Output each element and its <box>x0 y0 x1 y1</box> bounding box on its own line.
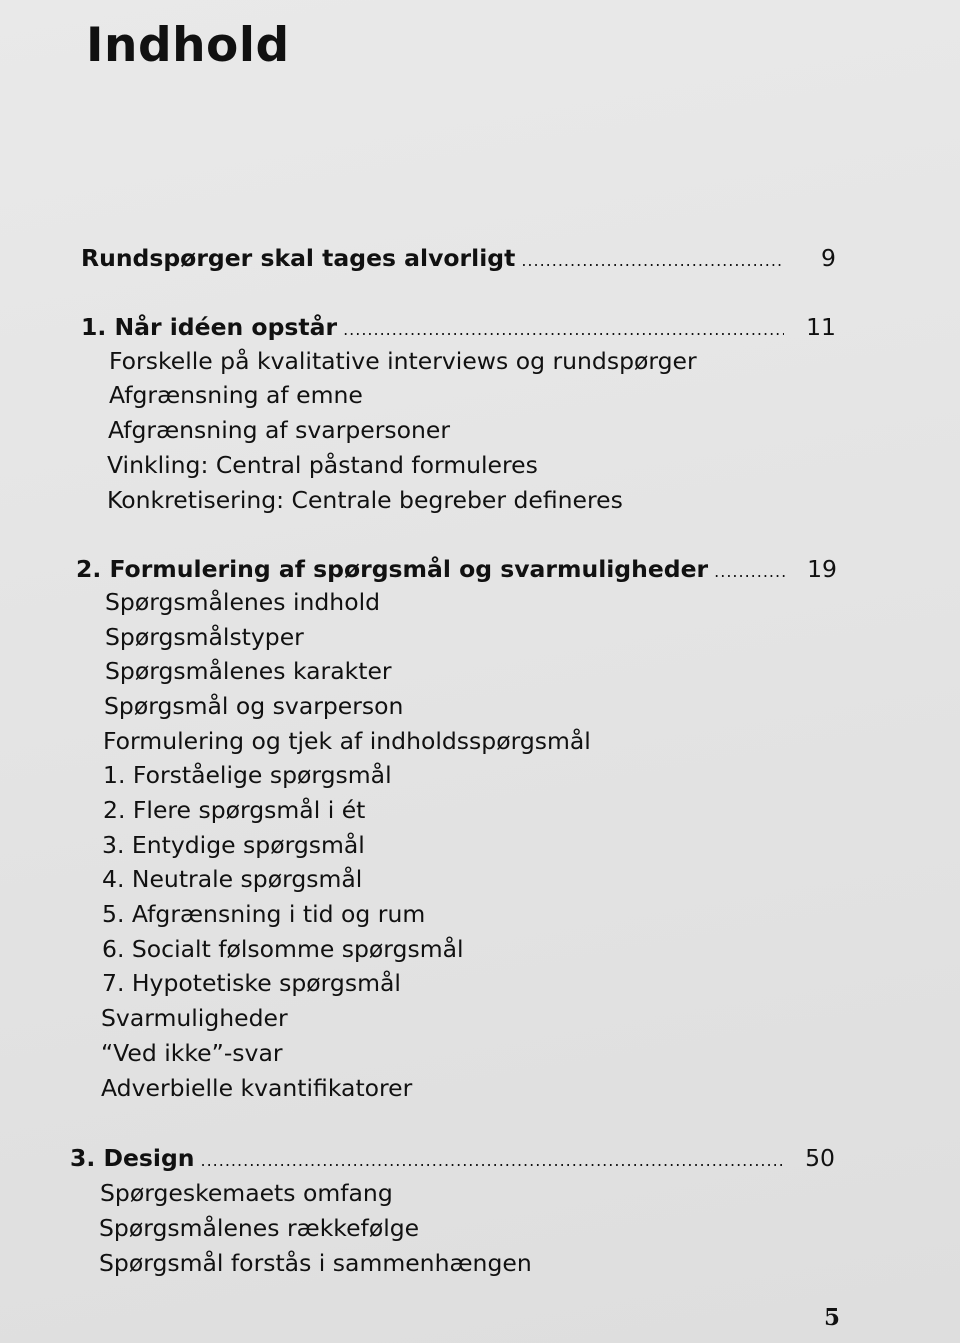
toc-chapter-2[interactable] <box>76 554 837 587</box>
toc-subentry[interactable]: Vinkling: Central påstand formuleres <box>107 451 538 479</box>
dot-leader <box>714 557 785 587</box>
toc-chapter-1[interactable] <box>81 312 836 345</box>
toc-subentry[interactable]: 4. Neutrale spørgsmål <box>102 865 363 893</box>
toc-chapter-label: 2. Formulering af spørgsmål og svarmuligheder <box>76 555 709 583</box>
dot-leader <box>343 315 784 345</box>
toc-chapter-label: 3. Design <box>70 1144 195 1172</box>
toc-entry-intro[interactable] <box>81 243 836 276</box>
toc-subentry[interactable]: Konkretisering: Centrale begreber defineres <box>107 486 623 514</box>
toc-subentry[interactable]: Spørgsmålenes karakter <box>105 657 392 685</box>
toc-subentry[interactable]: 1. Forståelige spørgsmål <box>103 761 392 789</box>
toc-chapter-3[interactable] <box>70 1143 835 1176</box>
toc-page-number: 9 <box>821 244 836 272</box>
toc-subentry[interactable]: 7. Hypotetiske spørgsmål <box>102 969 401 997</box>
toc-subentry[interactable]: Svarmuligheder <box>101 1004 288 1032</box>
toc-subentry[interactable]: Forskelle på kvalitative interviews og rundspørger <box>109 347 697 375</box>
toc-subentry[interactable]: “Ved ikke”-svar <box>101 1039 283 1067</box>
toc-subentry[interactable]: Spørgeskemaets omfang <box>100 1179 393 1207</box>
toc-chapter-label: 1. Når idéen opstår <box>81 313 338 341</box>
toc-entry-label: Rundspørger skal tages alvorligt <box>81 244 516 272</box>
dot-leader <box>201 1146 784 1176</box>
toc-page-number: 11 <box>806 313 836 341</box>
toc-subentry[interactable]: 2. Flere spørgsmål i ét <box>103 796 366 824</box>
toc-page-number: 50 <box>805 1144 835 1172</box>
dot-leader <box>521 246 784 276</box>
toc-subentry[interactable]: 6. Socialt følsomme spørgsmål <box>102 935 464 963</box>
toc-subentry[interactable]: Spørgsmålstyper <box>105 623 304 651</box>
toc-subentry[interactable]: Adverbielle kvantifikatorer <box>101 1074 413 1102</box>
toc-subentry[interactable]: Spørgsmål forstås i sammenhængen <box>99 1249 532 1277</box>
toc-subentry[interactable]: Spørgsmålenes rækkefølge <box>99 1214 420 1242</box>
toc-page-number: 19 <box>807 555 837 583</box>
toc-subentry[interactable]: Afgrænsning af svarpersoner <box>108 416 451 444</box>
toc-subentry[interactable]: Spørgsmålenes indhold <box>105 588 381 616</box>
toc-subentry[interactable]: 5. Afgrænsning i tid og rum <box>102 900 426 928</box>
page-number: 5 <box>824 1304 841 1331</box>
toc-subentry[interactable]: Afgrænsning af emne <box>109 381 363 409</box>
toc-subentry[interactable]: Spørgsmål og svarperson <box>104 692 404 720</box>
toc-subentry[interactable]: Formulering og tjek af indholdsspørgsmål <box>103 727 591 755</box>
page-title: Indhold <box>86 18 290 73</box>
toc-subentry[interactable]: 3. Entydige spørgsmål <box>102 831 365 859</box>
